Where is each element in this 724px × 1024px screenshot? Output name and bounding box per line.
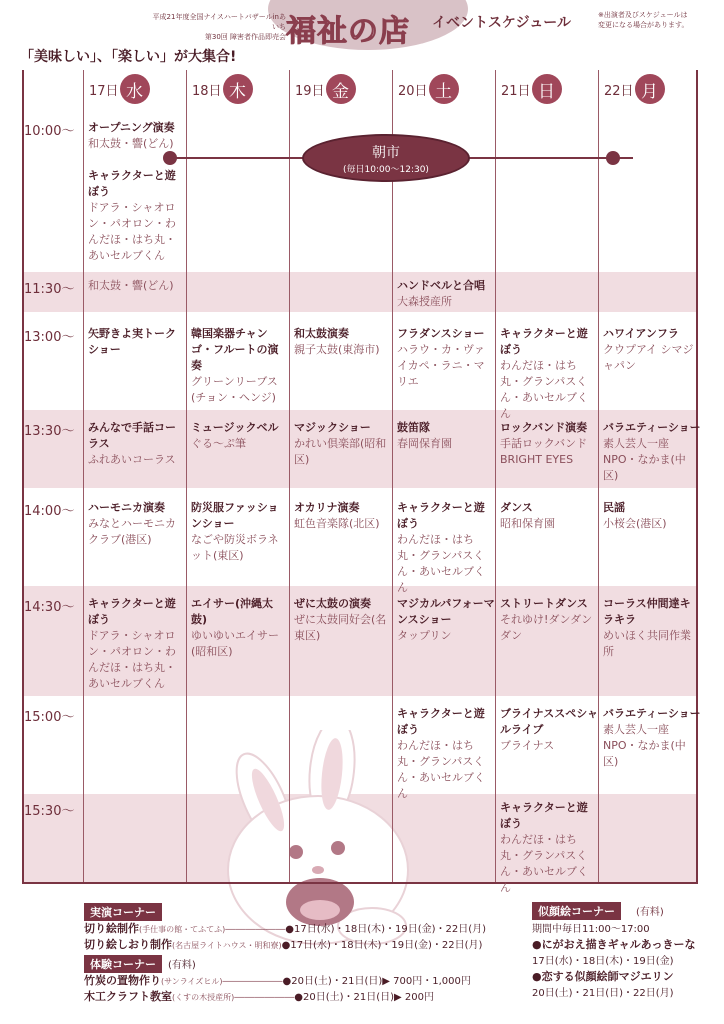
morning-market-badge (302, 134, 470, 182)
event-title: キャラクターと遊ぼう (88, 597, 176, 626)
event-performer: ハラウ・カ・ヴァイカペ・ラニ・マリエ (397, 343, 485, 388)
day-header-18 (192, 74, 253, 104)
experience-item-org: (くすの木授産所) (172, 993, 235, 1002)
event-performer: 親子太鼓(東海市) (294, 343, 380, 356)
day-header-21 (501, 74, 562, 104)
demo-corner-label: 実演コーナー (84, 903, 162, 921)
event-title: キャラクターと遊ぼう (88, 169, 176, 198)
event-performer: ふれあいコーラス (88, 453, 176, 466)
event-cell (397, 278, 495, 310)
event-cell (88, 596, 186, 692)
time-label: 14:00〜 (24, 504, 75, 519)
day-date: 20日 (398, 83, 428, 99)
header-subtitle-line1: 平成21年度全国ナイスハートバザールinあいち (152, 13, 286, 31)
portrait-paid-text: (有料) (636, 907, 664, 918)
weekday-circle: 日 (532, 74, 562, 104)
day-date: 18日 (192, 83, 222, 99)
day-date: 19日 (295, 83, 325, 99)
day-header-17 (89, 74, 150, 104)
event-title: キャラクターと遊ぼう (397, 501, 485, 530)
experience-item-dates: ●20日(土)・21日(日)▶ 700円・1,000円 (282, 976, 471, 987)
portrait-artist-1-dates (532, 952, 674, 967)
event-performer: めいほく共同作業所 (603, 629, 691, 658)
event-title: エイサー(沖縄太鼓) (191, 597, 274, 626)
time-label: 14:30〜 (24, 600, 75, 615)
event-cell (88, 326, 186, 358)
event-performer: わんだほ・はち丸・グランパスくん・あいセルブくん (397, 533, 485, 594)
morning-market-title: 朝市 (372, 145, 400, 161)
demo-item-dates: ●17日(水)・18日(木)・19日(金)・22日(月) (285, 924, 487, 935)
grid-line (83, 70, 84, 884)
event-title: 鼓笛隊 (397, 421, 430, 434)
morning-market-start-dot (163, 151, 177, 165)
event-performer: ドアラ・シャオロン・パオロン・わんだほ・はち丸・あいセルブくん (88, 201, 176, 262)
note-line2: 変更になる場合があります。 (598, 21, 689, 29)
event-title: 矢野きよ実トークショー (88, 327, 176, 356)
event-performer: 和太鼓・響(どん) (88, 279, 174, 292)
experience-paid-text: (有料) (168, 960, 196, 971)
event-cell (500, 800, 598, 896)
event-title: バラエティーショー (603, 421, 701, 434)
portrait-hours-text: 期間中毎日11:00〜17:00 (532, 924, 650, 935)
event-performer: ぐる〜ぷ筆 (191, 437, 246, 450)
event-cell (88, 278, 186, 294)
portrait-paid-note (636, 903, 664, 918)
event-cell (191, 326, 289, 406)
day-header-19 (295, 74, 356, 104)
event-performer: 素人芸人一座NPO・なかま(中区) (603, 723, 686, 768)
event-performer: なごや防災ボラネット(東区) (191, 533, 279, 562)
morning-market-end-dot (606, 151, 620, 165)
event-title: ダンス (500, 501, 533, 514)
experience-corner-label: 体験コーナー (84, 955, 162, 973)
event-cell (500, 706, 598, 754)
grid-line (22, 70, 24, 884)
demo-item-1 (84, 920, 486, 936)
event-cell (500, 596, 598, 644)
schedule-grid (22, 70, 701, 894)
event-cell (88, 420, 186, 468)
event-title: ハワイアンフラ (603, 327, 679, 340)
event-performer: わんだほ・はち丸・グランパスくん・あいセルブくん (500, 359, 588, 420)
event-title: キャラクターと遊ぼう (397, 707, 485, 736)
grid-line (495, 70, 496, 884)
event-performer: 和太鼓・響(どん) (88, 137, 174, 150)
event-title: ストリートダンス (500, 597, 588, 610)
page-title: 福祉の店 (286, 14, 410, 49)
event-title: マジカルパフォーマンスショー (397, 597, 495, 626)
time-label: 10:00〜 (24, 124, 75, 139)
event-title: バラエティーショー (603, 707, 701, 720)
demo-item-org: (手仕事の館・てふてふ) (139, 925, 226, 934)
event-performer: ドアラ・シャオロン・パオロン・わんだほ・はち丸・あいセルブくん (88, 629, 176, 690)
event-performer: わんだほ・はち丸・グランパスくん・あいセルブくん (397, 739, 485, 800)
portrait-artist-2-dates (532, 984, 674, 999)
event-cell (294, 596, 392, 644)
portrait-artist-name: ●恋する似顔絵師マジエリン (532, 970, 674, 983)
event-cell (397, 326, 495, 390)
event-performer: 小桜会(港区) (603, 517, 667, 530)
event-title: ぜに太鼓の演奏 (294, 597, 371, 610)
demo-item-2 (84, 936, 482, 952)
time-label: 11:30〜 (24, 282, 75, 297)
event-cell (603, 706, 701, 770)
note-line1: ※出演者及びスケジュールは (598, 11, 688, 19)
event-title: ロックバンド演奏 (500, 421, 588, 434)
event-title: ハーモニカ演奏 (88, 501, 165, 514)
event-cell (397, 596, 495, 644)
event-cell (500, 326, 598, 422)
event-title: ミュージックベル (191, 421, 279, 434)
day-date: 17日 (89, 83, 119, 99)
grid-line (392, 70, 393, 884)
event-schedule-heading: イベントスケジュール (432, 15, 572, 31)
grid-line (598, 70, 599, 884)
event-performer: みなとハーモニカクラブ(港区) (88, 517, 176, 546)
grid-line (186, 70, 187, 884)
event-cell (191, 596, 289, 660)
demo-item-name: 切り絵しおり制作 (84, 938, 172, 951)
event-performer: クウプアイ シマジャパン (603, 343, 694, 372)
event-title: マジックショー (294, 421, 371, 434)
portrait-artist-name: ●にがおえ描きギャルあっきーな (532, 938, 696, 951)
event-cell (88, 500, 186, 548)
event-title: オープニング演奏 (88, 121, 175, 134)
event-cell (603, 596, 701, 660)
portrait-artist-1 (532, 936, 696, 952)
event-title: ブライナススペシャルライブ (500, 707, 599, 736)
event-cell (88, 120, 186, 152)
leader-line: ―――――― (234, 992, 295, 1003)
weekday-circle: 月 (635, 74, 665, 104)
event-title: 和太鼓演奏 (294, 327, 349, 340)
time-label: 15:00〜 (24, 710, 75, 725)
experience-item-2 (84, 988, 434, 1004)
event-cell (88, 168, 186, 264)
event-performer: ぜに太鼓同好会(名東区) (294, 613, 387, 642)
event-title: 防災服ファッションショー (191, 501, 279, 530)
day-header-20 (398, 74, 459, 104)
event-title: フラダンスショー (397, 327, 485, 340)
event-cell (294, 420, 392, 468)
event-cell (191, 420, 289, 452)
event-cell (603, 326, 701, 374)
event-cell (397, 706, 495, 802)
leader-line: ―――――― (222, 976, 283, 987)
event-cell (603, 420, 701, 484)
event-performer: グリーンリーブス(チョン・ヘンジ) (191, 375, 278, 404)
event-cell (191, 500, 289, 564)
schedule-change-note (598, 10, 710, 30)
event-performer: 大森授産所 (397, 295, 452, 308)
day-date: 21日 (501, 83, 531, 99)
experience-item-name: 木工クラフト教室 (84, 990, 172, 1003)
portrait-hours (532, 920, 650, 935)
portrait-corner-label: 似顔絵コーナー (532, 902, 621, 920)
event-cell (397, 500, 495, 596)
experience-paid-note (168, 956, 196, 971)
demo-item-org: (名古屋ライトハウス・明和寮) (172, 941, 282, 950)
day-header-22 (604, 74, 665, 104)
event-title: 民謡 (603, 501, 625, 514)
event-title: コーラス仲間達キラキラ (603, 597, 691, 626)
demo-item-name: 切り絵制作 (84, 922, 139, 935)
event-title: みんなで手話コーラス (88, 421, 176, 450)
weekday-circle: 金 (326, 74, 356, 104)
event-performer: それゆけ!ダンダンダン (500, 613, 593, 642)
time-label: 15:30〜 (24, 804, 75, 819)
header-subtitle-line2: 第30回 障害者作品即売会 (204, 33, 286, 41)
event-performer: タップリン (397, 629, 452, 642)
leader-line: ―――――― (225, 924, 286, 935)
event-cell (294, 326, 392, 358)
experience-item-dates: ●20日(土)・21日(日)▶ 200円 (294, 992, 434, 1003)
catchphrase: 「美味しい」、「楽しい」が大集合! (20, 49, 237, 65)
event-cell (603, 500, 701, 532)
event-title: ハンドベルと合唱 (397, 279, 485, 292)
event-performer: 手話ロックバンドBRIGHT EYES (500, 437, 588, 466)
event-performer: わんだほ・はち丸・グランパスくん・あいセルブくん (500, 833, 588, 894)
time-label: 13:00〜 (24, 330, 75, 345)
weekday-circle: 木 (223, 74, 253, 104)
day-date: 22日 (604, 83, 634, 99)
event-title: オカリナ演奏 (294, 501, 360, 514)
event-performer: 昭和保育園 (500, 517, 555, 530)
event-cell (500, 420, 598, 468)
time-label: 13:30〜 (24, 424, 75, 439)
event-performer: かれい倶楽部(昭和区) (294, 437, 387, 466)
portrait-artist-dates: 20日(土)・21日(日)・22日(月) (532, 988, 674, 999)
weekday-circle: 土 (429, 74, 459, 104)
event-title: キャラクターと遊ぼう (500, 801, 588, 830)
portrait-artist-dates: 17日(水)・18日(木)・19日(金) (532, 956, 674, 967)
event-title: キャラクターと遊ぼう (500, 327, 588, 356)
grid-line (289, 70, 290, 884)
weekday-circle: 水 (120, 74, 150, 104)
experience-item-org: (サンライズヒル) (161, 977, 223, 986)
event-performer: 虹色音楽隊(北区) (294, 517, 380, 530)
experience-item-name: 竹炭の置物作り (84, 974, 161, 987)
event-performer: 素人芸人一座NPO・なかま(中区) (603, 437, 686, 482)
event-performer: ゆいゆいエイサー(昭和区) (191, 629, 279, 658)
morning-market-hours: (毎日10:00〜12:30) (343, 165, 429, 175)
event-cell (500, 500, 598, 532)
event-cell (294, 500, 392, 532)
portrait-artist-2 (532, 968, 674, 984)
event-performer: ブライナス (500, 739, 555, 752)
event-cell (397, 420, 495, 452)
header-subtitle-small (146, 12, 286, 42)
experience-item-1 (84, 972, 471, 988)
demo-item-dates: ●17日(水)・18日(木)・19日(金)・22日(月) (281, 940, 483, 951)
event-performer: 春岡保育園 (397, 437, 452, 450)
event-title: 韓国楽器チャンゴ・フルートの演奏 (191, 327, 279, 372)
